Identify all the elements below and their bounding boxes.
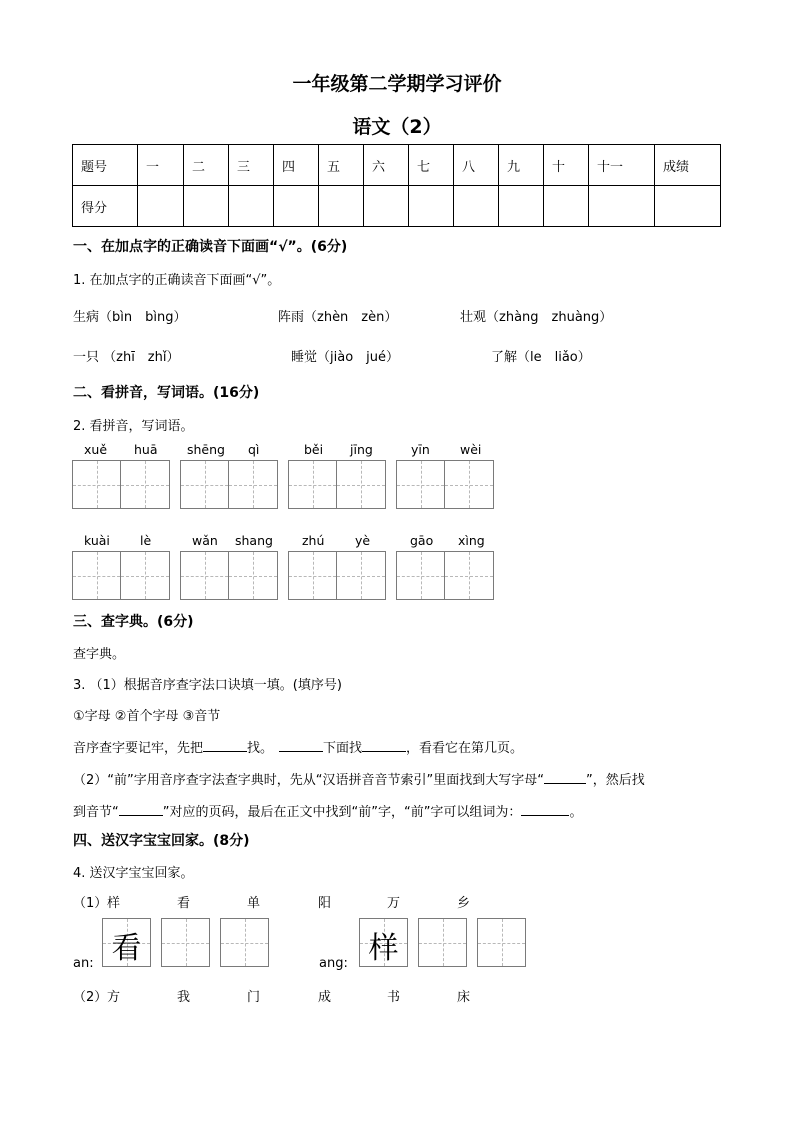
line-text: ”对应的页码，最后在正文中找到“前”字，“前”字可以组词为： — [162, 805, 522, 820]
write-box[interactable] — [445, 551, 494, 600]
table-cell: 八 — [454, 145, 499, 186]
example-char: 看 — [111, 931, 142, 966]
line-text: 音序查字要记牢，先把 — [73, 741, 204, 756]
sorting-box[interactable] — [418, 918, 467, 967]
page-subtitle: 语文（2） — [352, 116, 442, 138]
write-box[interactable] — [396, 460, 445, 509]
char-item: 我 — [177, 990, 191, 1005]
score-input-cell[interactable] — [138, 186, 184, 227]
pinyin-label: yīn — [411, 442, 430, 457]
write-box[interactable] — [396, 551, 445, 600]
pinyin-label: shang — [235, 533, 273, 548]
section-heading: 四、送汉字宝宝回家。(8分) — [73, 833, 250, 849]
section-heading: 三、查字典。(6分) — [73, 614, 194, 630]
score-input-cell[interactable] — [364, 186, 409, 227]
reading-option[interactable]: 睡觉（jiào jué） — [291, 350, 399, 365]
answer-blank[interactable] — [521, 802, 569, 816]
write-box[interactable] — [288, 551, 337, 600]
line-text: 到音节“ — [73, 805, 119, 820]
reading-option[interactable]: 壮观（zhàng zhuàng） — [460, 310, 613, 325]
char-item: 成 — [318, 990, 332, 1005]
char-item: 阳 — [318, 896, 332, 911]
table-cell: 一 — [138, 145, 184, 186]
line-text: 下面找 — [323, 741, 363, 756]
table-cell: 九 — [499, 145, 544, 186]
section-heading: 二、看拼音，写词语。(16分) — [73, 385, 260, 401]
pinyin-label: qì — [248, 442, 260, 457]
score-table — [72, 144, 721, 227]
table-cell: 四 — [274, 145, 319, 186]
reading-option[interactable]: 生病（bìn bìng） — [73, 310, 187, 325]
group-label: （1） — [73, 896, 108, 911]
pinyin-label: xìng — [458, 533, 485, 548]
reading-option[interactable]: 一只 （zhī zhǐ） — [73, 350, 180, 365]
section-heading: 一、在加点字的正确读音下面画“√”。(6分) — [73, 239, 348, 255]
pinyin-label: kuài — [84, 533, 110, 548]
write-box[interactable] — [337, 460, 386, 509]
score-input-cell[interactable] — [184, 186, 229, 227]
pinyin-label: lè — [140, 533, 152, 548]
question-text: 3. （1）根据音序查字法口诀填一填。(填序号) — [73, 678, 342, 693]
table-cell: 十一 — [589, 145, 655, 186]
pinyin-label: huā — [134, 442, 158, 457]
line-text: （2）“前”字用音序查字法查字典时，先从“汉语拼音音节索引”里面找到大写字母“ — [73, 773, 544, 788]
sorting-box[interactable] — [359, 918, 408, 967]
line-text: 找。 — [247, 741, 274, 756]
question-text: 2. 看拼音，写词语。 — [73, 419, 194, 434]
line-text: 。 — [569, 805, 583, 820]
sorting-box[interactable] — [220, 918, 269, 967]
score-input-cell[interactable] — [454, 186, 499, 227]
answer-blank[interactable] — [203, 738, 247, 752]
char-item: 书 — [387, 990, 401, 1005]
fill-line — [73, 769, 723, 788]
score-input-cell[interactable] — [319, 186, 364, 227]
answer-blank[interactable] — [119, 802, 163, 816]
table-cell: 成绩 — [655, 145, 721, 186]
sorting-box[interactable] — [161, 918, 210, 967]
question-text: 1. 在加点字的正确读音下面画“√”。 — [73, 273, 281, 288]
pinyin-label: wèi — [460, 442, 482, 457]
line-text: ，看看它在第几页。 — [406, 741, 524, 756]
sorting-box[interactable] — [477, 918, 526, 967]
score-input-cell[interactable] — [544, 186, 589, 227]
char-item: 乡 — [457, 896, 471, 911]
pinyin-label: xuě — [84, 442, 108, 457]
score-input-cell[interactable] — [589, 186, 655, 227]
table-cell: 六 — [364, 145, 409, 186]
rhyme-label-ang: ang: — [319, 956, 348, 971]
question-text: 查字典。 — [73, 647, 126, 662]
write-box[interactable] — [180, 551, 229, 600]
score-input-cell[interactable] — [499, 186, 544, 227]
write-box[interactable] — [121, 460, 170, 509]
write-box[interactable] — [337, 551, 386, 600]
question-text: 4. 送汉字宝宝回家。 — [73, 866, 194, 881]
reading-option[interactable]: 了解（le liǎo） — [491, 350, 591, 365]
reading-option[interactable]: 阵雨（zhèn zèn） — [278, 310, 398, 325]
char-item: 方 — [107, 990, 121, 1005]
fill-line — [73, 737, 523, 756]
char-item: 单 — [247, 896, 261, 911]
table-cell: 十 — [544, 145, 589, 186]
write-box[interactable] — [229, 460, 278, 509]
answer-blank[interactable] — [279, 738, 323, 752]
line-text: ”，然后找 — [585, 773, 645, 788]
write-box[interactable] — [445, 460, 494, 509]
answer-blank[interactable] — [362, 738, 406, 752]
pinyin-label: wǎn — [192, 533, 218, 548]
table-cell: 题号 — [73, 145, 138, 186]
answer-blank[interactable] — [544, 770, 586, 784]
table-cell: 三 — [229, 145, 274, 186]
fill-line — [73, 801, 582, 820]
rhyme-label-an: an: — [73, 956, 94, 971]
options-text: ①字母 ②首个字母 ③音节 — [73, 709, 221, 724]
char-item: 看 — [177, 896, 191, 911]
char-item: 床 — [457, 990, 471, 1005]
table-cell: 七 — [409, 145, 454, 186]
table-cell: 得分 — [73, 186, 138, 227]
page-title: 一年级第二学期学习评价 — [292, 73, 502, 95]
write-box[interactable] — [180, 460, 229, 509]
example-char: 样 — [368, 931, 399, 966]
write-box[interactable] — [72, 551, 121, 600]
pinyin-label: yè — [355, 533, 371, 548]
char-item: 样 — [107, 896, 121, 911]
table-cell: 二 — [184, 145, 229, 186]
score-input-cell[interactable] — [229, 186, 274, 227]
char-item: 万 — [387, 896, 401, 911]
pinyin-label: zhú — [302, 533, 325, 548]
score-input-cell[interactable] — [655, 186, 721, 227]
char-item: 门 — [247, 990, 261, 1005]
score-input-cell[interactable] — [274, 186, 319, 227]
pinyin-label: gāo — [410, 533, 434, 548]
write-box[interactable] — [288, 460, 337, 509]
pinyin-label: shēng — [187, 442, 225, 457]
write-box[interactable] — [229, 551, 278, 600]
score-table-header-row — [73, 145, 721, 186]
group-label: （2） — [73, 990, 108, 1005]
write-box[interactable] — [72, 460, 121, 509]
write-box[interactable] — [121, 551, 170, 600]
pinyin-label: jīng — [350, 442, 373, 457]
score-input-cell[interactable] — [409, 186, 454, 227]
pinyin-label: běi — [304, 442, 324, 457]
sorting-box[interactable] — [102, 918, 151, 967]
score-table-score-row — [73, 186, 721, 227]
table-cell: 五 — [319, 145, 364, 186]
